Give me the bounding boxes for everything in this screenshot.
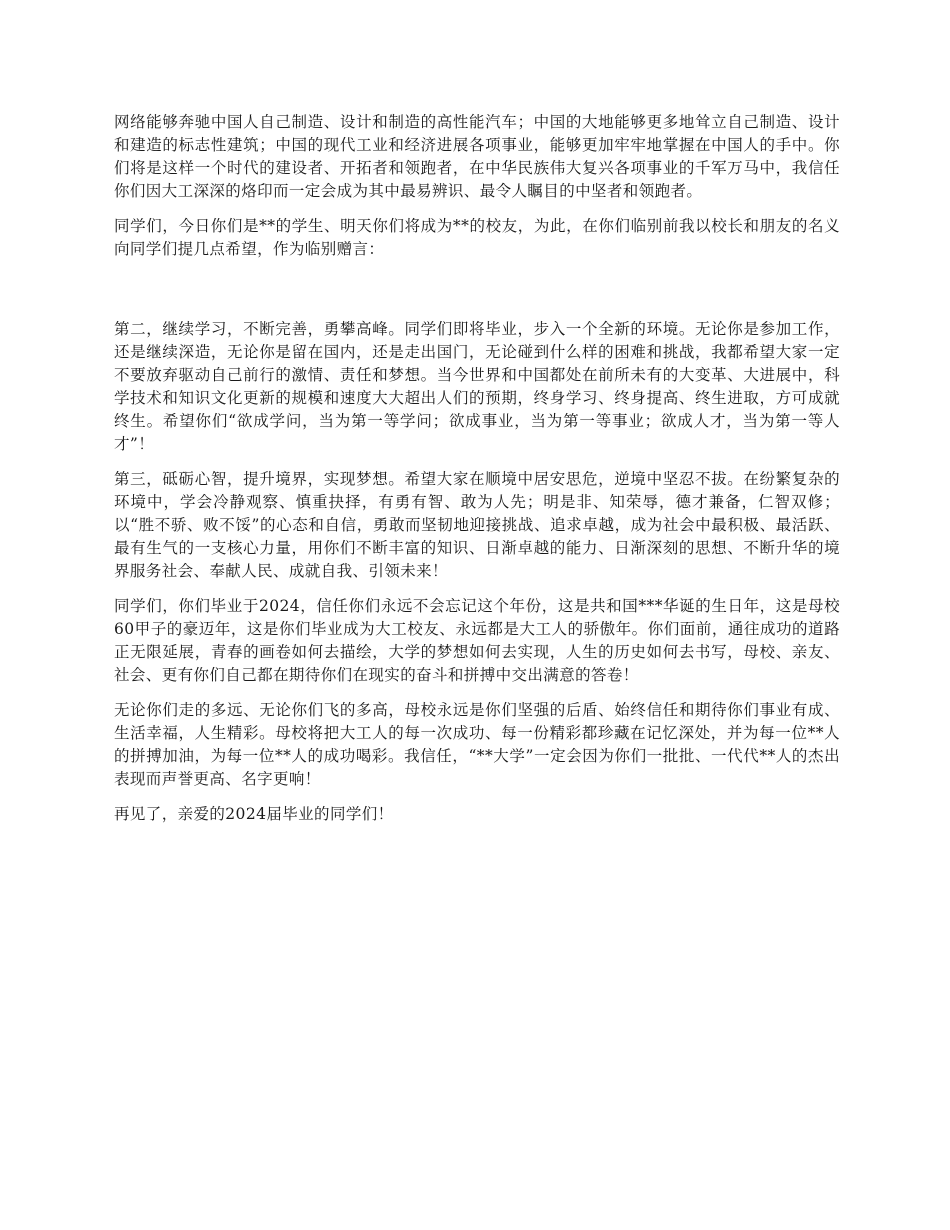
- paragraph-2: 同学们，今日你们是**的学生、明天你们将成为**的校友，为此，在你们临别前我以校长和朋友的名义向同学们提几点希望，作为临别赠言：: [114, 217, 840, 258]
- paragraph-4: 第三，砥砺心智，提升境界，实现梦想。希望大家在顺境中居安思危，逆境中坚忍不拔。在纷繁复杂的环境中，学会冷静观察、慎重抉择，有勇有智、敢为人先；明是非、知荣辱，德才兼备，仁智双修；以“胜不骄、败不馁”的心态和自信，勇敢而坚韧地迎接挑战、追求卓越，成为社会中最积极、最活跃、最有生气的一支核心力量，用你们不断丰富的知识、日渐卓越的能力、日渐深刻的思想、不断升华的境界服务社会、奉献人民、成就自我、引领未来！: [114, 470, 840, 580]
- paragraph-3: 第二，继续学习，不断完善，勇攀高峰。同学们即将毕业，步入一个全新的环境。无论你是参加工作，还是继续深造，无论你是留在国内，还是走出国门，无论碰到什么样的困难和挑战，我都希望大家一定不要放弃驱动自己前行的激情、责任和梦想。当今世界和中国都处在前所未有的大变革、大进展中，科学技术和知识文化更新的规模和速度大大超出人们的预期，终身学习、终身提高、终生进取，方可成就终生。希望你们“欲成学问，当为第一等学问；欲成事业，当为第一等事业；欲成人才，当为第一等人才”！: [114, 320, 840, 453]
- blank-gap: [114, 273, 840, 318]
- document-body: [114, 111, 840, 838]
- paragraph-5: 同学们，你们毕业于2024，信任你们永远不会忘记这个年份，这是共和国***华诞的生日年，这是母校60甲子的豪迈年，这是你们毕业成为大工校友、永远都是大工人的骄傲年。你们面前，通往成功的道路正无限延展，青春的画卷如何去描绘，大学的梦想如何去实现，人生的历史如何去书写，母校、亲友、社会、更有你们自己都在期待你们在现实的奋斗和拼搏中交出满意的答卷！: [114, 597, 840, 684]
- paragraph-1: 网络能够奔驰中国人自己制造、设计和制造的高性能汽车；中国的大地能够更多地耸立自己制造、设计和建造的标志性建筑；中国的现代工业和经济进展各项事业，能够更加牢牢地掌握在中国人的手中。你们将是这样一个时代的建设者、开拓者和领跑者，在中华民族伟大复兴各项事业的千军万马中，我信任你们因大工深深的烙印而一定会成为其中最易辨识、最令人瞩目的中坚者和领跑者。: [114, 113, 840, 200]
- paragraph-6: 无论你们走的多远、无论你们飞的多高，母校永远是你们坚强的后盾、始终信任和期待你们事业有成、生活幸福，人生精彩。母校将把大工人的每一次成功、每一份精彩都珍藏在记忆深处，并为每一位**人的拼搏加油，为每一位**人的成功喝彩。我信任，“**大学”一定会因为你们一批批、一代代**人的杰出表现而声誉更高、名字更响！: [114, 701, 840, 788]
- paragraph-7: 再见了，亲爱的2024届毕业的同学们！: [114, 805, 394, 823]
